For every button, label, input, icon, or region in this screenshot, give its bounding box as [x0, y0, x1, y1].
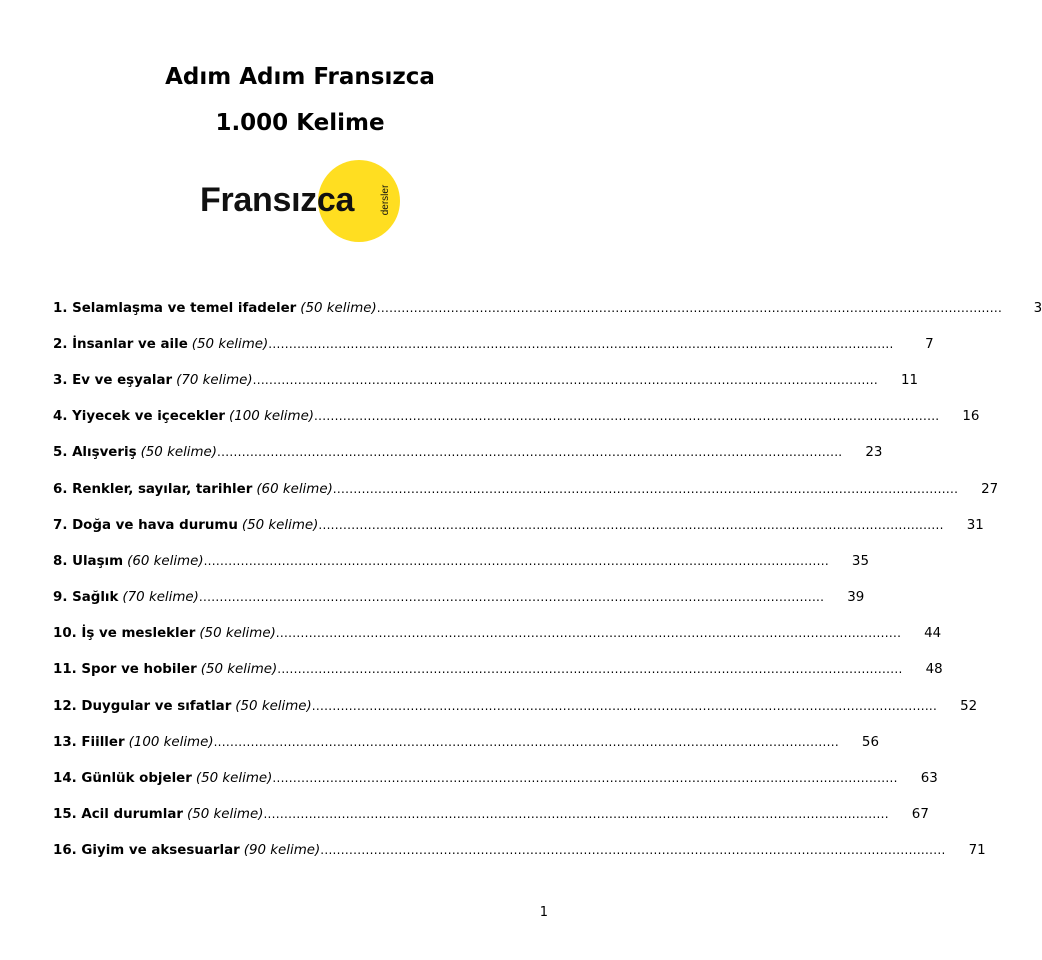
toc-entry[interactable] — [53, 688, 978, 724]
toc-entry-text — [53, 843, 946, 858]
toc-entry-count: (60 kelime) — [127, 553, 204, 569]
toc-entry-title: 11. Spor ve hobiler — [53, 662, 197, 678]
toc-entry-title: 2. İnsanlar ve aile — [53, 336, 188, 352]
toc-entry-title: 13. Fiiller — [53, 734, 125, 750]
toc-entry-title: 15. Acil durumlar — [53, 807, 183, 823]
toc-leader-dots: ........................................................................................................................................................ — [198, 590, 825, 605]
toc-entry-title: 8. Ulaşım — [53, 553, 124, 569]
toc-entry-count: (50 kelime) — [235, 698, 312, 714]
toc-entry-page: 48 — [925, 662, 943, 678]
toc-entry[interactable] — [53, 435, 883, 471]
toc-entry-text — [53, 373, 878, 388]
toc-entry-page: 39 — [847, 590, 865, 606]
toc-entry-text — [53, 735, 839, 750]
toc-leader-dots: ........................................................................................................................................................ — [275, 626, 902, 641]
toc-entry-count: (90 kelime) — [243, 843, 321, 859]
toc-leader-dots: ........................................................................................................................................................ — [332, 481, 959, 496]
toc-entry-page: 31 — [966, 517, 984, 533]
toc-entry-text — [53, 518, 944, 533]
toc-entry[interactable] — [53, 290, 1042, 326]
toc-entry-count: (50 kelime) — [140, 445, 218, 461]
toc-entry[interactable] — [53, 652, 943, 688]
toc-entry-count: (70 kelime) — [176, 372, 253, 388]
toc-entry-text — [53, 662, 903, 677]
toc-entry-page: 7 — [925, 336, 934, 352]
toc-leader-dots: ........................................................................................................................................................ — [263, 807, 889, 822]
toc-entry[interactable] — [53, 507, 984, 543]
toc-entry-page: 71 — [968, 843, 986, 859]
book-title: Adım Adım Fransızca — [165, 64, 435, 90]
toc-entry[interactable] — [53, 471, 999, 507]
fransizca-dersler-logo — [200, 160, 410, 244]
toc-entry-text — [53, 482, 958, 497]
toc-entry-count: (50 kelime) — [241, 517, 319, 533]
toc-leader-dots: ........................................................................................................................................................ — [314, 409, 940, 424]
logo-sub: dersler — [380, 184, 391, 216]
toc-entry-text — [53, 626, 901, 641]
toc-entry-count: (100 kelime) — [128, 734, 214, 750]
toc-entry[interactable] — [53, 543, 869, 579]
toc-entry-page: 56 — [861, 734, 879, 750]
table-of-contents — [53, 290, 1042, 869]
toc-entry[interactable] — [53, 399, 980, 435]
toc-entry-text — [53, 301, 1002, 316]
logo-word: Fransızca — [200, 181, 355, 219]
toc-leader-dots: ........................................................................................................................................................ — [277, 662, 903, 677]
toc-entry-text — [53, 807, 889, 822]
toc-entry[interactable] — [53, 724, 879, 760]
toc-entry-page: 52 — [960, 698, 978, 714]
toc-leader-dots: ........................................................................................................................................................ — [311, 698, 938, 713]
toc-entry-page: 63 — [920, 771, 938, 787]
toc-leader-dots: ........................................................................................................................................................ — [272, 771, 898, 786]
toc-entry[interactable] — [53, 326, 934, 362]
toc-leader-dots: ........................................................................................................................................................ — [320, 843, 946, 858]
toc-entry[interactable] — [53, 797, 929, 833]
toc-leader-dots: ........................................................................................................................................................ — [376, 300, 1003, 315]
toc-entry-title: 5. Alışveriş — [53, 445, 137, 461]
toc-leader-dots: ........................................................................................................................................................ — [217, 445, 843, 460]
toc-entry-count: (50 kelime) — [186, 807, 264, 823]
toc-entry-page: 16 — [962, 409, 980, 425]
toc-entry-page: 44 — [924, 626, 942, 642]
toc-entry-title: 3. Ev ve eşyalar — [53, 372, 173, 388]
toc-entry[interactable] — [53, 362, 918, 398]
toc-entry-text — [53, 699, 937, 714]
toc-entry-text — [53, 409, 939, 424]
toc-entry-title: 4. Yiyecek ve içecekler — [53, 409, 226, 425]
toc-entry-count: (50 kelime) — [300, 300, 377, 316]
toc-entry-count: (70 kelime) — [122, 590, 199, 606]
book-subtitle: 1.000 Kelime — [215, 110, 385, 136]
toc-entry[interactable] — [53, 580, 865, 616]
toc-entry-text — [53, 445, 842, 460]
toc-entry-text — [53, 337, 894, 352]
toc-entry-title: 16. Giyim ve aksesuarlar — [53, 843, 240, 859]
toc-entry-page: 27 — [981, 481, 999, 497]
toc-entry-page: 67 — [911, 807, 929, 823]
toc-entry-text — [53, 554, 829, 569]
toc-entry-page: 35 — [851, 553, 869, 569]
toc-entry-count: (50 kelime) — [200, 662, 278, 678]
toc-entry-page: 3 — [1033, 300, 1042, 316]
toc-entry-title: 1. Selamlaşma ve temel ifadeler — [53, 300, 297, 316]
toc-entry[interactable] — [53, 616, 942, 652]
toc-entry-title: 14. Günlük objeler — [53, 771, 192, 787]
toc-entry-title: 7. Doğa ve hava durumu — [53, 517, 238, 533]
toc-entry[interactable] — [53, 833, 986, 869]
toc-entry-text — [53, 590, 824, 605]
toc-entry-text — [53, 771, 898, 786]
toc-entry-count: (50 kelime) — [195, 771, 273, 787]
toc-leader-dots: ........................................................................................................................................................ — [252, 372, 878, 387]
toc-entry[interactable] — [53, 760, 938, 796]
toc-entry-page: 11 — [900, 372, 918, 388]
toc-leader-dots: ........................................................................................................................................................ — [213, 734, 839, 749]
toc-entry-count: (50 kelime) — [199, 626, 276, 642]
toc-leader-dots: ........................................................................................................................................................ — [268, 336, 894, 351]
toc-leader-dots: ........................................................................................................................................................ — [203, 553, 829, 568]
toc-entry-title: 9. Sağlık — [53, 590, 119, 606]
page-number: 1 — [539, 905, 548, 920]
toc-leader-dots: ........................................................................................................................................................ — [318, 517, 944, 532]
toc-entry-count: (100 kelime) — [229, 409, 315, 425]
toc-entry-title: 12. Duygular ve sıfatlar — [53, 698, 232, 714]
toc-entry-title: 10. İş ve meslekler — [53, 626, 196, 642]
toc-entry-title: 6. Renkler, sayılar, tarihler — [53, 481, 253, 497]
toc-entry-count: (60 kelime) — [256, 481, 333, 497]
toc-entry-page: 23 — [865, 445, 883, 461]
toc-entry-count: (50 kelime) — [191, 336, 269, 352]
